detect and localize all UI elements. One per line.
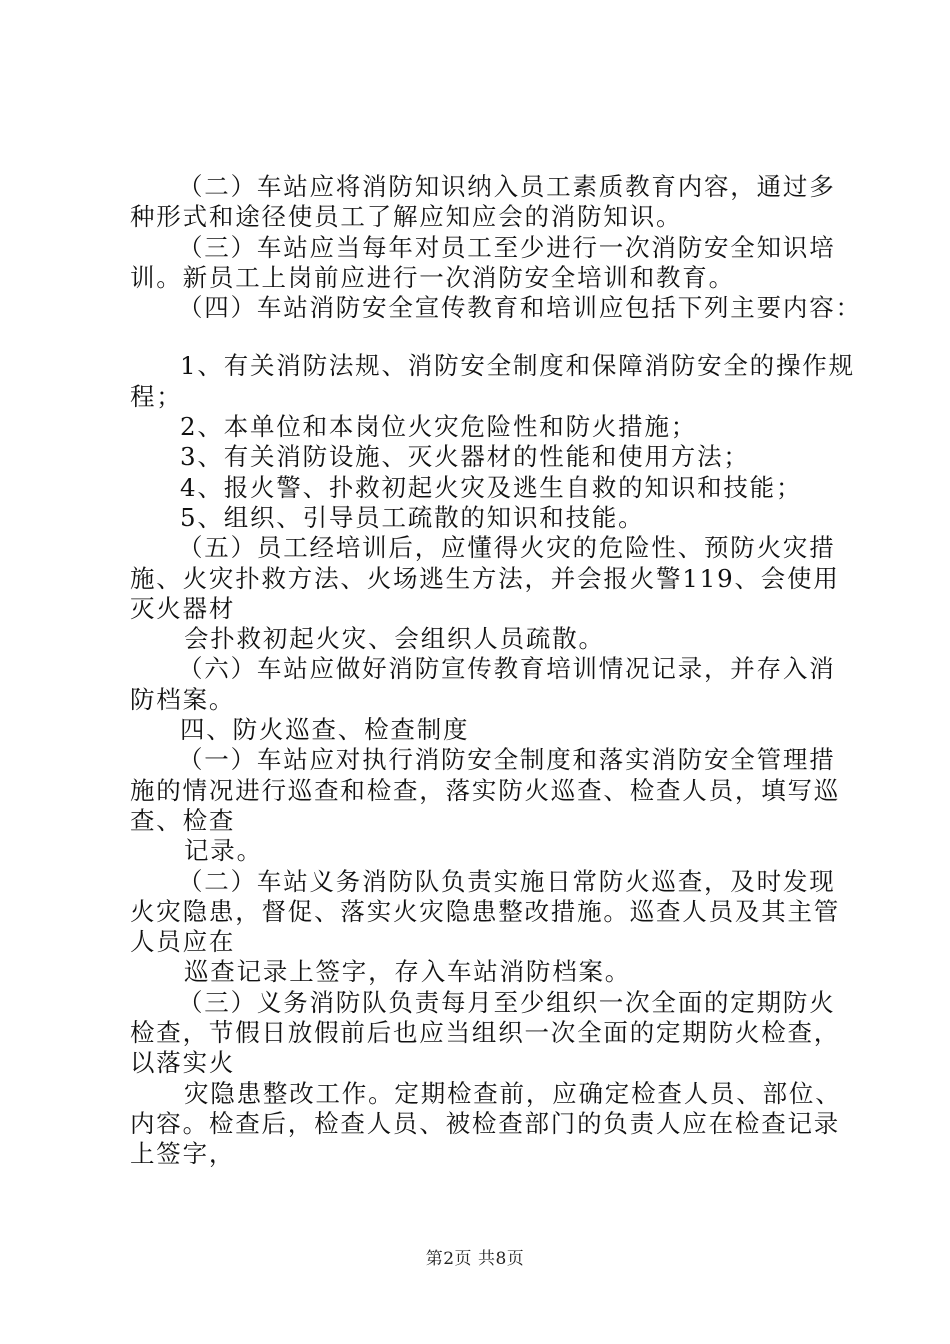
- text-line: （二）车站应将消防知识纳入员工素质教育内容，通过多: [178, 172, 836, 201]
- text-line: 记录。: [184, 836, 263, 866]
- text-line: 施、火灾扑救方法、火场逃生方法，并会报火警119、会使用: [130, 563, 840, 593]
- text-line: 5、组织、引导员工疏散的知识和技能。: [180, 502, 645, 532]
- text-line: 灾隐患整改工作。定期检查前，应确定检查人员、部位、: [184, 1078, 842, 1108]
- text-line: 巡查记录上签字，存入车站消防档案。: [184, 957, 632, 987]
- text-line: 灭火器材: [130, 593, 236, 623]
- text-line: 3、有关消防设施、灭火器材的性能和使用方法；: [180, 442, 750, 472]
- text-line: （三）车站应当每年对员工至少进行一次消防安全知识培: [178, 232, 836, 262]
- text-line: （五）员工经培训后，应懂得火灾的危险性、预防火灾措: [178, 533, 836, 563]
- text-line: 4、报火警、扑救初起火灾及逃生自救的知识和技能；: [180, 472, 803, 502]
- text-line: （一）车站应对执行消防安全制度和落实消防安全管理措: [178, 745, 836, 775]
- text-line: （二）车站义务消防队负责实施日常防火巡查，及时发现: [178, 866, 836, 896]
- text-line: 火灾隐患，督促、落实火灾隐患整改措施。巡查人员及其主管: [130, 896, 841, 926]
- text-line: 以落实火: [130, 1048, 236, 1078]
- paragraph-gap: [130, 323, 835, 351]
- text-line: 种形式和途径使员工了解应知应会的消防知识。: [130, 202, 683, 232]
- text-line: 四、防火巡查、检查制度: [180, 715, 470, 745]
- text-line: 施的情况进行巡查和检查，落实防火巡查、检查人员，填写巡: [130, 775, 841, 805]
- text-line: 上签字，: [130, 1139, 236, 1169]
- text-line: 程；: [130, 381, 183, 411]
- text-line: （六）车站应做好消防宣传教育培训情况记录，并存入消: [178, 654, 836, 684]
- text-line: 人员应在: [130, 927, 236, 957]
- text-line: 内容。检查后，检查人员、被检查部门的负责人应在检查记录: [130, 1108, 841, 1138]
- text-line: 防档案。: [130, 684, 236, 714]
- page-footer: 第2页 共8页: [425, 1249, 525, 1269]
- text-line: 2、本单位和本岗位火灾危险性和防火措施；: [180, 412, 698, 442]
- text-line: 1、有关消防法规、消防安全制度和保障消防安全的操作规: [180, 351, 855, 381]
- text-line: 查、检查: [130, 805, 236, 835]
- text-line: （四）车站消防安全宣传教育和培训应包括下列主要内容：: [178, 293, 862, 323]
- text-line: 训。新员工上岗前应进行一次消防安全培训和教育。: [130, 262, 735, 292]
- text-line: 检查，节假日放假前后也应当组织一次全面的定期防火检查，: [130, 1018, 841, 1048]
- text-line: （三）义务消防队负责每月至少组织一次全面的定期防火: [178, 987, 836, 1017]
- text-line: 会扑救初起火灾、会组织人员疏散。: [184, 624, 605, 654]
- document-body: [130, 172, 862, 1170]
